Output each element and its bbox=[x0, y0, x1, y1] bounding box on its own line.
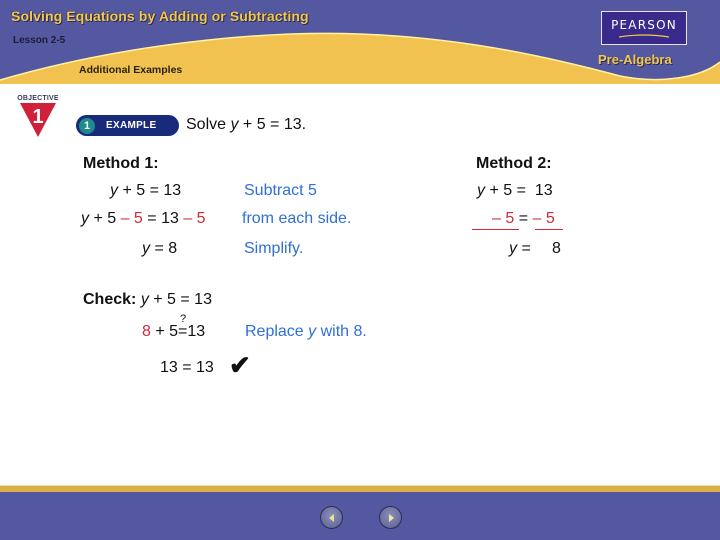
check-step1: Check: y + 5 = 13 bbox=[83, 291, 212, 308]
method2-underline-left bbox=[472, 229, 519, 230]
checkmark-icon: ✔ bbox=[229, 350, 251, 380]
pearson-logo bbox=[601, 11, 687, 45]
method1-step2: y + 5 – 5 = 13 – 5 bbox=[81, 210, 206, 227]
publisher-name: PEARSON bbox=[611, 18, 677, 32]
example-prompt: Solve y + 5 = 13. bbox=[186, 116, 307, 133]
method2-step3: y = bbox=[509, 240, 531, 257]
example-label: EXAMPLE bbox=[106, 120, 157, 131]
next-slide-button[interactable] bbox=[379, 506, 402, 529]
product-name: Pre-Algebra bbox=[598, 52, 672, 67]
method1-step1: y + 5 = 13 bbox=[110, 182, 182, 199]
method2-underline-right bbox=[535, 229, 563, 230]
method1-note1: Subtract 5 bbox=[244, 182, 317, 199]
previous-slide-button[interactable] bbox=[320, 506, 343, 529]
method1-heading: Method 1: bbox=[83, 155, 159, 172]
swoosh-icon bbox=[619, 34, 669, 38]
method2-heading: Method 2: bbox=[476, 155, 552, 172]
method1-note2: from each side. bbox=[242, 210, 352, 227]
example-badge bbox=[76, 115, 179, 136]
svg-text:1: 1 bbox=[32, 106, 44, 128]
arrow-left-icon bbox=[327, 513, 337, 523]
arrow-right-icon bbox=[386, 513, 396, 523]
method2-step1: y + 5 = 13 bbox=[477, 182, 553, 199]
method1-step3: y = 8 bbox=[142, 240, 178, 257]
slide-header bbox=[0, 0, 720, 84]
objective-triangle-icon bbox=[20, 103, 56, 137]
lesson-label: Lesson 2-5 bbox=[13, 35, 66, 46]
method1-note3: Simplify. bbox=[244, 240, 304, 257]
check-note: Replace y with 8. bbox=[245, 323, 367, 340]
check-step3: 13 = 13 bbox=[160, 359, 214, 376]
slide-footer bbox=[0, 492, 720, 540]
objective-label: OBJECTIVE bbox=[17, 95, 59, 102]
objective-marker bbox=[13, 95, 63, 137]
footer-divider bbox=[0, 485, 720, 492]
check-step2: 8 + 5 ? =13 bbox=[142, 313, 206, 340]
method2-step2: – 5 = – 5 bbox=[492, 210, 555, 227]
slide-title: Solving Equations by Adding or Subtracting bbox=[11, 8, 309, 24]
section-label: Additional Examples bbox=[79, 64, 183, 76]
example-number: 1 bbox=[79, 118, 95, 134]
question-equals-icon: ? = bbox=[178, 313, 188, 340]
method2-result: 8 bbox=[552, 240, 561, 257]
